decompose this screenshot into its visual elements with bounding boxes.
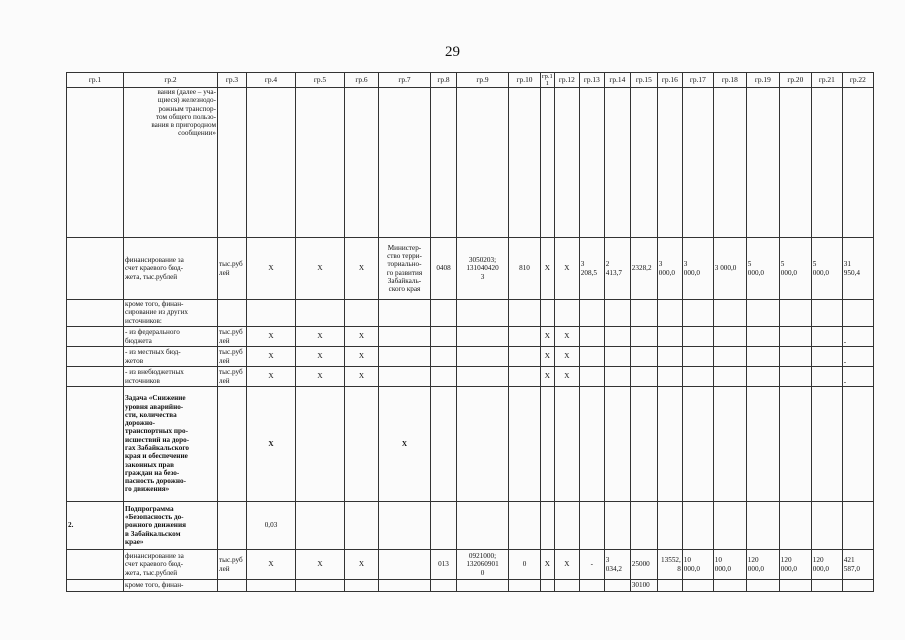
table-row (67, 580, 874, 592)
header-cell: гр.9 (457, 73, 509, 88)
table-cell: 3 208,5 (579, 238, 604, 300)
header-cell: гр.18 (713, 73, 746, 88)
header-cell: гр.8 (431, 73, 457, 88)
table-cell: 31 950,4 (842, 238, 873, 300)
table-cell: X (541, 238, 555, 300)
table-cell: тыс.руб лей (218, 238, 247, 300)
table-cell: - из федерального бюджета (124, 327, 218, 347)
table-row (67, 300, 874, 327)
header-cell: гр.20 (779, 73, 811, 88)
table-cell: кроме того, финан- сирование из других источников: (124, 300, 218, 327)
table-cell: 0408 (431, 238, 457, 300)
header-cell: гр.3 (218, 73, 247, 88)
table-cell: 0,03 (247, 502, 296, 550)
table-row (67, 550, 874, 580)
table-cell: 3 034,2 (604, 550, 630, 580)
table-row (67, 367, 874, 387)
table-cell: кроме того, финан- (124, 580, 218, 592)
table-cell: 30100 (630, 580, 657, 592)
table-cell: 5 000,0 (746, 238, 779, 300)
header-cell: гр.4 (247, 73, 296, 88)
table-cell: 120 000,0 (811, 550, 842, 580)
table-cell: 5 000,0 (779, 238, 811, 300)
table-cell: X (247, 367, 296, 387)
table-cell: 0921000; 132060901 0 (457, 550, 509, 580)
header-cell: гр.16 (657, 73, 682, 88)
header-cell: гр.6 (345, 73, 379, 88)
header-cell: гр.14 (604, 73, 630, 88)
table-cell: 120 000,0 (779, 550, 811, 580)
table-cell: X (296, 550, 345, 580)
table-row (67, 502, 874, 550)
table-cell: X (541, 327, 555, 347)
table-cell: Министер- ство терри- ториально- го развития Забайкаль- ского края (379, 238, 431, 300)
table-cell: X (554, 238, 579, 300)
table-cell: 810 (509, 238, 541, 300)
table-cell: 2. (67, 502, 124, 550)
table-cell: 5 000,0 (811, 238, 842, 300)
header-cell: гр.22 (842, 73, 873, 88)
table-cell: 2 413,7 (604, 238, 630, 300)
table-cell: 120 000,0 (746, 550, 779, 580)
table-cell: X (554, 347, 579, 367)
header-cell: гр.15 (630, 73, 657, 88)
table-cell: Подпрограмма «Безопасность до- рожного движения в Забайкальском крае» (124, 502, 218, 550)
table-row (67, 387, 874, 502)
table-cell: X (541, 550, 555, 580)
table-cell: тыс.руб лей (218, 550, 247, 580)
table-cell: тыс.руб лей (218, 367, 247, 387)
table-cell: финансирование за счет краевого бюд- жета, тыс.рублей (124, 238, 218, 300)
table-cell: - (842, 347, 873, 367)
table-cell: X (541, 347, 555, 367)
table-cell: X (247, 347, 296, 367)
table-cell: 0 (509, 550, 541, 580)
table-cell: X (247, 238, 296, 300)
table-cell: 013 (431, 550, 457, 580)
table-cell: X (345, 367, 379, 387)
table-cell: X (247, 327, 296, 347)
table-row (67, 88, 874, 238)
table-cell: 421 587,0 (842, 550, 873, 580)
table-cell: 3 000,0 (713, 238, 746, 300)
header-cell: гр.12 (554, 73, 579, 88)
table-cell: X (296, 347, 345, 367)
table-cell: 13552, 8 (657, 550, 682, 580)
table-cell: X (554, 550, 579, 580)
table-cell: - из внебюджетных источников (124, 367, 218, 387)
table-cell: - из местных бюд- жетов (124, 347, 218, 367)
header-cell: гр.1 (67, 73, 124, 88)
table-cell: X (345, 238, 379, 300)
table-cell: Задача «Снижение уровня аварийно- сти, количества дорожно- транспортных про- исшествий на доро- гах Забайкальского края и обеспечение законных прав граждан на безо- пасность дорожно- го движения» (124, 387, 218, 502)
header-cell: гр.7 (379, 73, 431, 88)
header-cell: гр.5 (296, 73, 345, 88)
table-cell: 10 000,0 (682, 550, 713, 580)
table-cell: 2328,2 (630, 238, 657, 300)
table-cell: финансирование за счет краевого бюд- жета, тыс.рублей (124, 550, 218, 580)
table-cell: 3050203; 131040420 3 (457, 238, 509, 300)
table-cell: 3 000,0 (682, 238, 713, 300)
table-cell: X (345, 327, 379, 347)
table-row (67, 347, 874, 367)
table-cell: - (579, 550, 604, 580)
table-cell: X (296, 327, 345, 347)
table-cell: X (345, 347, 379, 367)
table-cell: тыс.руб лей (218, 327, 247, 347)
table-cell: 25000 (630, 550, 657, 580)
table-cell: X (541, 367, 555, 387)
table-cell: 3 000,0 (657, 238, 682, 300)
page-number: 29 (445, 44, 460, 60)
header-cell: гр.1 1 (542, 73, 553, 87)
table-cell: X (296, 367, 345, 387)
table-cell: X (247, 550, 296, 580)
table-cell: вания (далее – уча- щиеся) железнодо- рожным транспор- том общего пользо- вания в пригородном сообщении» (124, 88, 218, 238)
table-cell: 10 000,0 (713, 550, 746, 580)
header-cell: гр.19 (746, 73, 779, 88)
table-row (67, 238, 874, 300)
table-cell: X (247, 387, 296, 502)
table-row (67, 327, 874, 347)
table-cell: X (296, 238, 345, 300)
table-cell: X (554, 327, 579, 347)
header-cell: гр.17 (682, 73, 713, 88)
table-cell: X (345, 550, 379, 580)
header-cell: гр.13 (579, 73, 604, 88)
table-cell: X (554, 367, 579, 387)
header-row (67, 73, 874, 88)
header-cell: гр.2 (124, 73, 218, 88)
header-cell: гр.21 (811, 73, 842, 88)
table-cell: тыс.руб лей (218, 347, 247, 367)
budget-table (66, 72, 874, 592)
header-cell: гр.10 (509, 73, 541, 88)
table-cell: - (842, 327, 873, 347)
table-cell: - (842, 367, 873, 387)
table-cell: X (379, 387, 431, 502)
